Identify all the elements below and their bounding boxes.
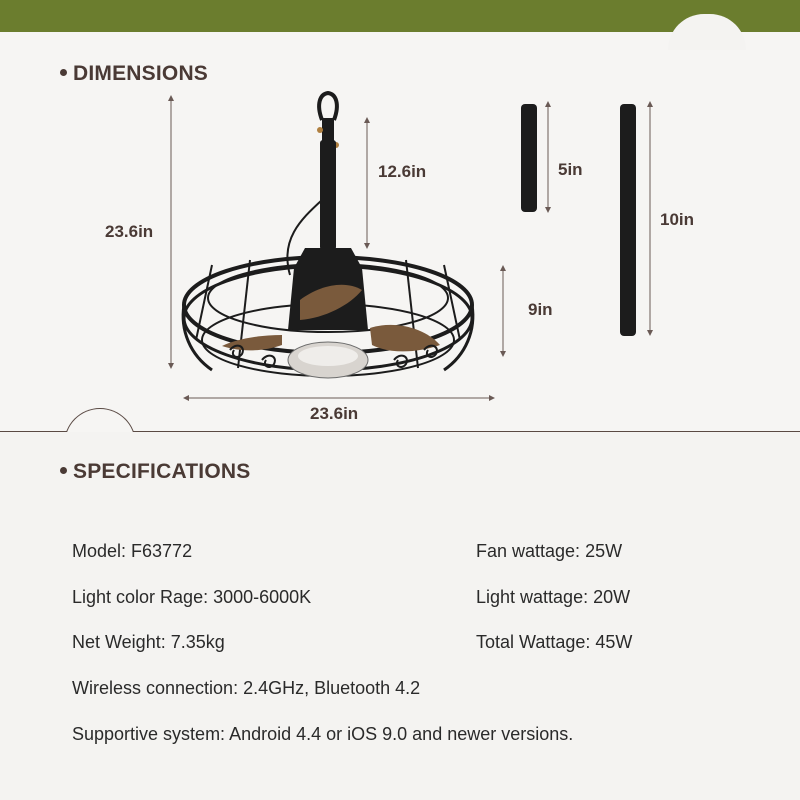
spec-fan-wattage: Fan wattage: 25W: [476, 541, 623, 561]
short-rod-label: 5in: [558, 160, 583, 179]
spec-light-wattage: Light wattage: 20W: [476, 587, 631, 607]
spec-supportive-system: Supportive system: Android 4.4 or iOS 9.0 and newer versions.: [72, 724, 574, 744]
downrod-height-label: 12.6in: [378, 162, 427, 181]
ceiling-fan-illustration: [183, 93, 473, 378]
total-height-label: 23.6in: [105, 222, 154, 241]
dimensions-title: DIMENSIONS: [73, 62, 209, 85]
long-downrod: [620, 104, 636, 336]
spec-total-wattage: Total Wattage: 45W: [476, 632, 633, 652]
body-height-label: 9in: [528, 300, 553, 319]
specifications-heading: [60, 460, 250, 484]
spec-net-weight: Net Weight: 7.35kg: [72, 632, 225, 652]
spec-wireless: Wireless connection: 2.4GHz, Bluetooth 4.2: [72, 678, 421, 698]
width-label: 23.6in: [310, 404, 359, 423]
specifications-title: SPECIFICATIONS: [73, 460, 251, 483]
short-downrod: [521, 104, 537, 212]
spec-light-color: Light color Rage: 3000-6000K: [72, 587, 312, 607]
long-rod-label: 10in: [660, 210, 695, 229]
spec-model: Model: F63772: [72, 541, 193, 561]
